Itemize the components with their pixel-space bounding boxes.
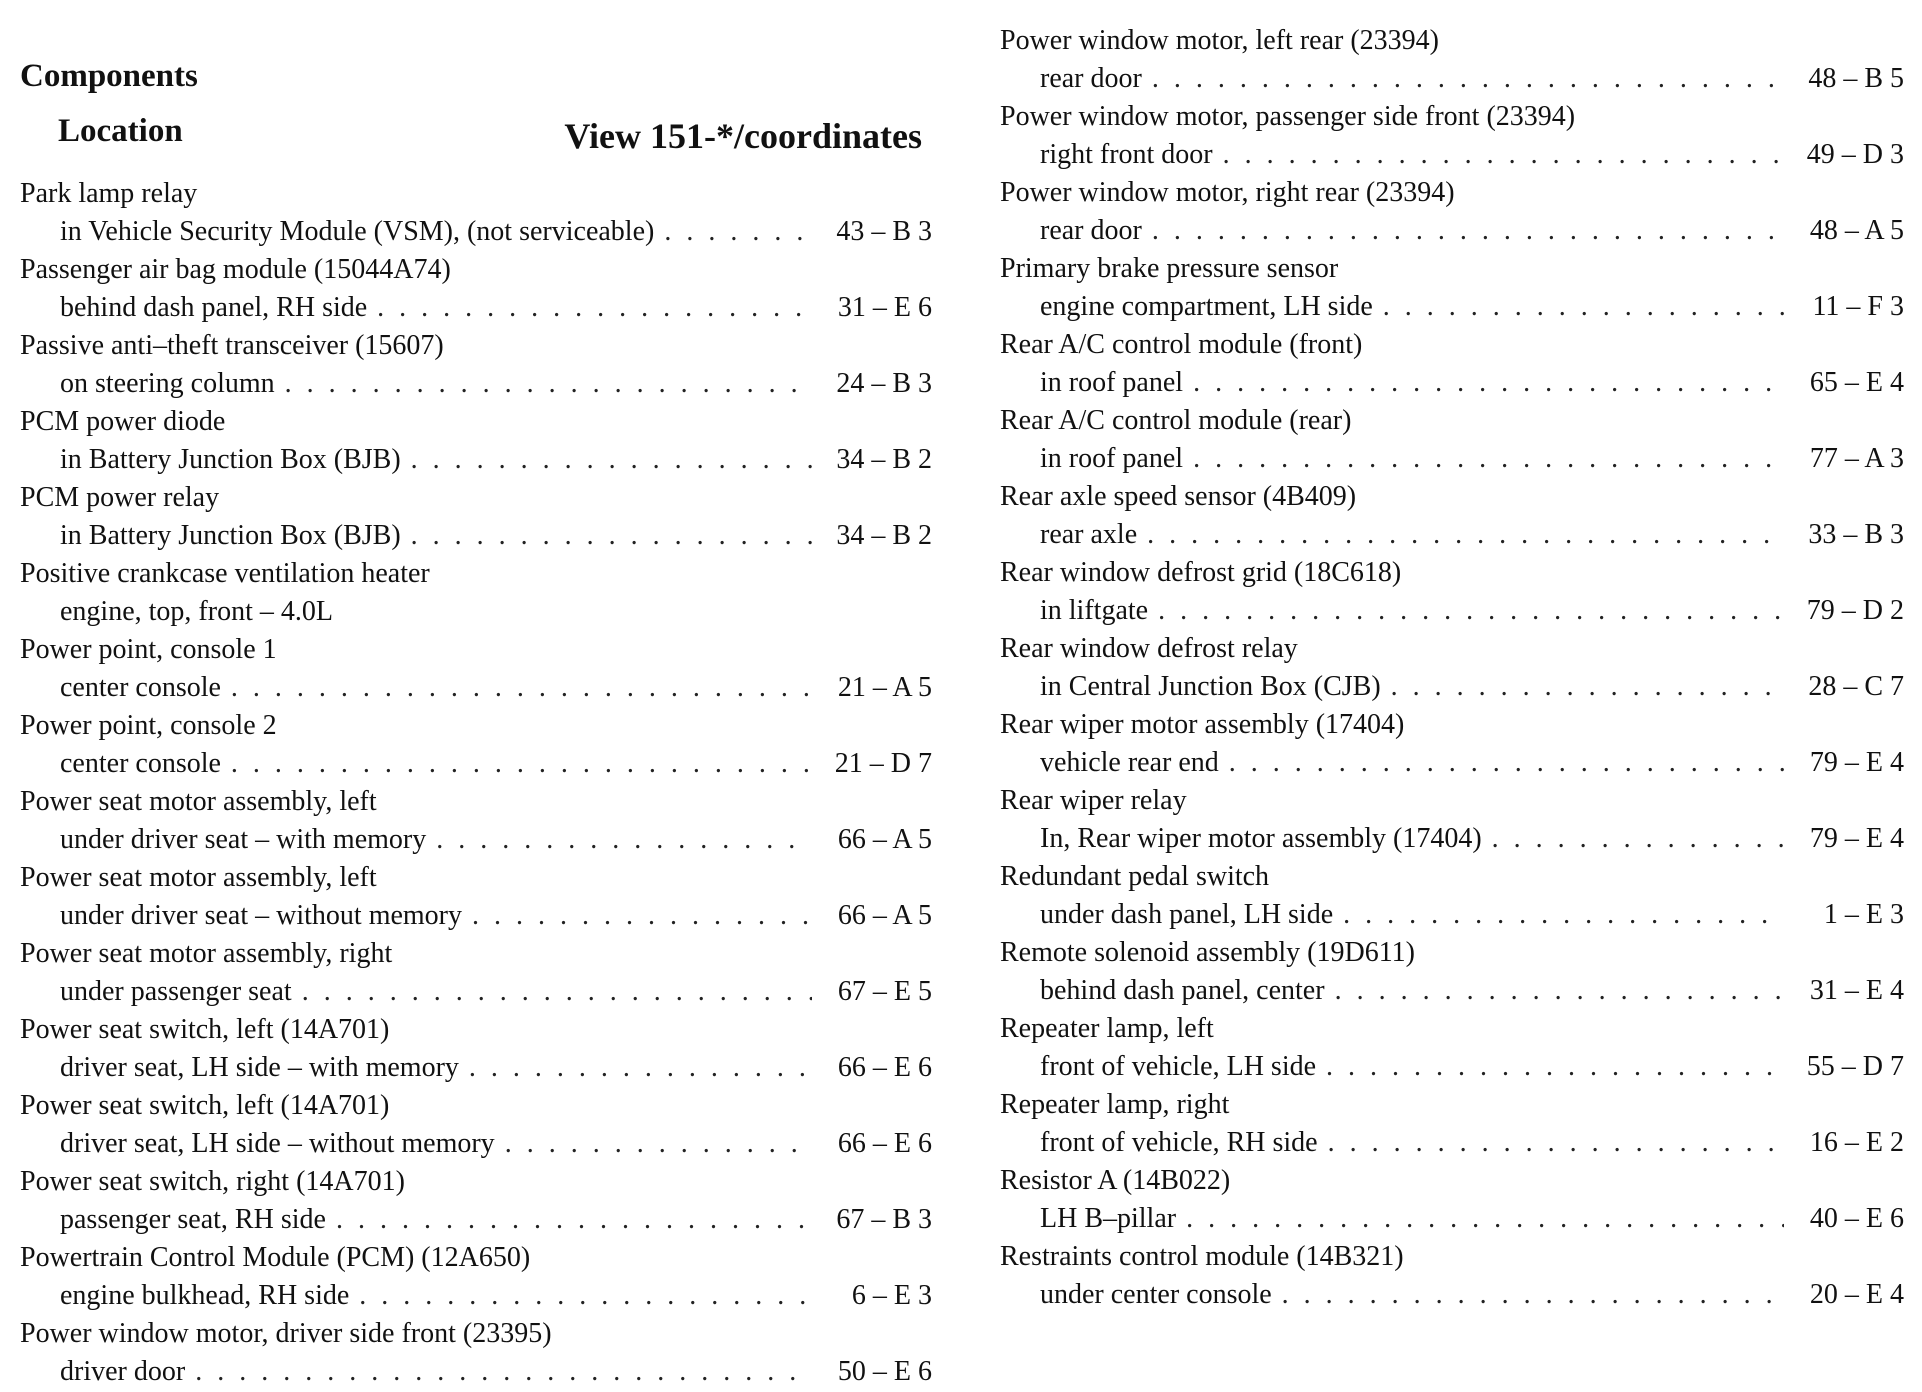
component-location-row: [1000, 744, 1904, 782]
component-entry: [1000, 706, 1904, 782]
component-name: Rear wiper relay: [1000, 785, 1187, 816]
view-coordinates: 49 – D 3: [1806, 139, 1904, 170]
component-location-row: [20, 1353, 932, 1391]
component-name: Power seat switch, left (14A701): [20, 1014, 390, 1045]
component-location: in roof panel: [1040, 367, 1184, 398]
location-column-header: Location: [58, 113, 183, 149]
view-coordinates: 6 – E 3: [851, 1280, 932, 1311]
component-name: Rear axle speed sensor (4B409): [1000, 481, 1357, 512]
component-location: under driver seat – without memory: [60, 900, 463, 931]
dot-leader: [302, 973, 812, 1011]
component-entry: [20, 403, 932, 479]
component-name: Rear wiper motor assembly (17404): [1000, 709, 1405, 740]
dot-leader: [1158, 592, 1784, 630]
component-location-row: [1000, 820, 1904, 858]
component-location: on steering column: [60, 368, 275, 399]
view-coordinates: 40 – E 6: [1809, 1203, 1904, 1234]
dot-leader: [1492, 820, 1784, 858]
component-location-row: [1000, 1200, 1904, 1238]
component-location: behind dash panel, center: [1040, 975, 1325, 1006]
dot-leader: [436, 821, 812, 859]
component-name: Restraints control module (14B321): [1000, 1241, 1404, 1272]
component-entry: [20, 631, 932, 707]
component-name: Passive anti–theft transceiver (15607): [20, 330, 444, 361]
component-location: driver seat, LH side – with memory: [60, 1052, 459, 1083]
component-location-row: [20, 897, 932, 935]
component-location: center console: [60, 672, 221, 703]
component-location: under driver seat – with memory: [60, 824, 427, 855]
component-entry: [1000, 478, 1904, 554]
view-coordinates: 66 – A 5: [837, 824, 932, 855]
component-name: Power seat motor assembly, right: [20, 938, 393, 969]
dot-leader: [411, 441, 812, 479]
dot-leader: [377, 289, 812, 327]
dot-leader: [359, 1277, 812, 1315]
dot-leader: [664, 213, 812, 251]
component-name: Power point, console 2: [20, 710, 277, 741]
right-column: [1000, 22, 1904, 1314]
component-location: rear door: [1040, 215, 1142, 246]
component-name: Rear window defrost relay: [1000, 633, 1298, 664]
component-location-row: [1000, 364, 1904, 402]
component-location-row: [20, 1049, 932, 1087]
dot-leader: [1193, 364, 1784, 402]
component-name: Power window motor, right rear (23394): [1000, 177, 1455, 208]
dot-leader: [231, 745, 812, 783]
view-coordinates: 31 – E 4: [1809, 975, 1904, 1006]
component-name: Power window motor, driver side front (23395): [20, 1318, 552, 1349]
component-entry: [20, 1087, 932, 1163]
component-location: vehicle rear end: [1040, 747, 1219, 778]
dot-leader: [1229, 744, 1784, 782]
component-location: in roof panel: [1040, 443, 1184, 474]
view-coordinates: 77 – A 3: [1809, 443, 1904, 474]
component-name: Power point, console 1: [20, 634, 277, 665]
component-location: rear door: [1040, 63, 1142, 94]
dot-leader: [285, 365, 812, 403]
component-name: Positive crankcase ventilation heater: [20, 558, 430, 589]
dot-leader: [1282, 1276, 1784, 1314]
view-coordinates: 66 – A 5: [837, 900, 932, 931]
component-location-row: [20, 1125, 932, 1163]
component-location-row: [20, 973, 932, 1011]
view-coordinates: 33 – B 3: [1808, 519, 1904, 550]
component-location-row: [1000, 972, 1904, 1010]
view-coordinates: 11 – F 3: [1812, 291, 1904, 322]
dot-leader: [469, 1049, 812, 1087]
dot-leader: [231, 669, 812, 707]
component-entry: [20, 1315, 932, 1391]
component-entry: [1000, 1238, 1904, 1314]
component-name: PCM power diode: [20, 406, 226, 437]
dot-leader: [505, 1125, 812, 1163]
dot-leader: [1391, 668, 1784, 706]
component-entry: [1000, 1162, 1904, 1238]
component-location: under dash panel, LH side: [1040, 899, 1334, 930]
component-location: in Vehicle Security Module (VSM), (not serviceable): [60, 216, 655, 247]
section-heading: Components: [20, 58, 198, 94]
view-coordinates: 65 – E 4: [1809, 367, 1904, 398]
dot-leader: [1383, 288, 1784, 326]
component-name: PCM power relay: [20, 482, 220, 513]
component-location-row: [20, 745, 932, 783]
component-location: under center console: [1040, 1279, 1272, 1310]
component-location-row: [20, 213, 932, 251]
component-location: right front door: [1040, 139, 1213, 170]
component-name: Power seat switch, right (14A701): [20, 1166, 405, 1197]
dot-leader: [1343, 896, 1784, 934]
component-name: Rear A/C control module (rear): [1000, 405, 1352, 436]
component-entry: [20, 1011, 932, 1087]
component-name: Primary brake pressure sensor: [1000, 253, 1339, 284]
component-name: Power window motor, passenger side front (23394): [1000, 101, 1576, 132]
component-name: Powertrain Control Module (PCM) (12A650): [20, 1242, 531, 1273]
component-name: Power seat motor assembly, left: [20, 786, 377, 817]
view-coordinates: 79 – E 4: [1809, 747, 1904, 778]
component-location-row: [20, 289, 932, 327]
view-coordinates: 66 – E 6: [837, 1052, 932, 1083]
component-location: front of vehicle, RH side: [1040, 1127, 1318, 1158]
component-location-row: [20, 517, 932, 555]
component-name: Repeater lamp, left: [1000, 1013, 1214, 1044]
component-location-row: [20, 1277, 932, 1315]
component-entry: [1000, 858, 1904, 934]
component-location: front of vehicle, LH side: [1040, 1051, 1317, 1082]
view-coordinates: 34 – B 2: [836, 520, 932, 551]
component-location: passenger seat, RH side: [60, 1204, 326, 1235]
component-location: rear axle: [1040, 519, 1138, 550]
component-location: in Battery Junction Box (BJB): [60, 444, 401, 475]
component-location: center console: [60, 748, 221, 779]
dot-leader: [1223, 136, 1784, 174]
component-entry: [1000, 934, 1904, 1010]
component-location: engine compartment, LH side: [1040, 291, 1373, 322]
view-coordinates: 50 – E 6: [837, 1356, 932, 1387]
component-location: engine, top, front – 4.0L: [60, 596, 333, 627]
component-entry: [20, 783, 932, 859]
component-location-row: [20, 593, 932, 631]
component-entry: [1000, 402, 1904, 478]
dot-leader: [1147, 516, 1784, 554]
component-location-row: [1000, 592, 1904, 630]
component-location-row: [20, 669, 932, 707]
component-entry: [20, 555, 932, 631]
dot-leader: [1152, 60, 1784, 98]
dot-leader: [1326, 1048, 1784, 1086]
view-coordinates: 48 – B 5: [1808, 63, 1904, 94]
component-entry: [1000, 1086, 1904, 1162]
component-name: Park lamp relay: [20, 178, 198, 209]
component-location-row: [1000, 1276, 1904, 1314]
component-location: in liftgate: [1040, 595, 1149, 626]
component-name: Power seat switch, left (14A701): [20, 1090, 390, 1121]
component-location-row: [1000, 212, 1904, 250]
component-entry: [20, 479, 932, 555]
view-coordinates: 48 – A 5: [1809, 215, 1904, 246]
component-location: driver door: [60, 1356, 186, 1387]
component-location: in Battery Junction Box (BJB): [60, 520, 401, 551]
component-entry: [1000, 250, 1904, 326]
component-location-row: [1000, 1048, 1904, 1086]
component-location-row: [1000, 136, 1904, 174]
component-location: driver seat, LH side – without memory: [60, 1128, 495, 1159]
component-name: Repeater lamp, right: [1000, 1089, 1230, 1120]
dot-leader: [1328, 1124, 1784, 1162]
component-location-row: [1000, 516, 1904, 554]
view-coordinates: 67 – B 3: [836, 1204, 932, 1235]
view-coordinates: 16 – E 2: [1809, 1127, 1904, 1158]
component-location: under passenger seat: [60, 976, 292, 1007]
component-name: Remote solenoid assembly (19D611): [1000, 937, 1416, 968]
component-entry: [1000, 1010, 1904, 1086]
view-coordinates: 34 – B 2: [836, 444, 932, 475]
view-coordinates: 55 – D 7: [1806, 1051, 1904, 1082]
dot-leader: [336, 1201, 812, 1239]
view-coordinates: 28 – C 7: [1808, 671, 1904, 702]
component-location-row: [20, 1201, 932, 1239]
component-location-row: [1000, 1124, 1904, 1162]
component-entry: [20, 175, 932, 251]
dot-leader: [1186, 1200, 1784, 1238]
component-location: behind dash panel, RH side: [60, 292, 368, 323]
component-entry: [1000, 326, 1904, 402]
component-name: Power seat motor assembly, left: [20, 862, 377, 893]
view-coordinates-column-header: View 151-*/coordinates: [564, 116, 922, 156]
dot-leader: [411, 517, 812, 555]
component-location: LH B–pillar: [1040, 1203, 1177, 1234]
component-name: Rear window defrost grid (18C618): [1000, 557, 1402, 588]
view-coordinates: 67 – E 5: [837, 976, 932, 1007]
component-entry: [1000, 554, 1904, 630]
component-location-row: [20, 821, 932, 859]
component-location-row: [20, 365, 932, 403]
component-name: Redundant pedal switch: [1000, 861, 1270, 892]
component-entry: [20, 707, 932, 783]
component-entry: [1000, 174, 1904, 250]
component-entry: [20, 1239, 932, 1315]
component-entry: [20, 251, 932, 327]
component-entry: [1000, 630, 1904, 706]
component-name: Passenger air bag module (15044A74): [20, 254, 451, 285]
component-location-row: [1000, 440, 1904, 478]
view-coordinates: 1 – E 3: [1823, 899, 1904, 930]
component-entry: [20, 1163, 932, 1239]
component-location-row: [1000, 668, 1904, 706]
component-entry: [20, 935, 932, 1011]
component-location-row: [1000, 60, 1904, 98]
dot-leader: [472, 897, 812, 935]
view-coordinates: 79 – E 4: [1809, 823, 1904, 854]
dot-leader: [1335, 972, 1784, 1010]
component-location-row: [20, 441, 932, 479]
component-entry: [1000, 782, 1904, 858]
component-name: Resistor A (14B022): [1000, 1165, 1231, 1196]
view-coordinates: 66 – E 6: [837, 1128, 932, 1159]
component-entry: [1000, 98, 1904, 174]
view-coordinates: 24 – B 3: [836, 368, 932, 399]
component-name: Rear A/C control module (front): [1000, 329, 1363, 360]
component-location: engine bulkhead, RH side: [60, 1280, 350, 1311]
left-column: [20, 175, 932, 1391]
component-location-row: [1000, 896, 1904, 934]
component-location: In, Rear wiper motor assembly (17404): [1040, 823, 1482, 854]
component-location-row: [1000, 288, 1904, 326]
view-coordinates: 31 – E 6: [837, 292, 932, 323]
component-entry: [1000, 22, 1904, 98]
component-entry: [20, 327, 932, 403]
component-name: Power window motor, left rear (23394): [1000, 25, 1439, 56]
dot-leader: [1152, 212, 1784, 250]
dot-leader: [1193, 440, 1784, 478]
view-coordinates: 21 – D 7: [834, 748, 932, 779]
dot-leader: [195, 1353, 812, 1391]
component-location: in Central Junction Box (CJB): [1040, 671, 1381, 702]
view-coordinates: 43 – B 3: [836, 216, 932, 247]
view-coordinates: 20 – E 4: [1809, 1279, 1904, 1310]
view-coordinates: 79 – D 2: [1806, 595, 1904, 626]
component-entry: [20, 859, 932, 935]
view-coordinates: 21 – A 5: [837, 672, 932, 703]
